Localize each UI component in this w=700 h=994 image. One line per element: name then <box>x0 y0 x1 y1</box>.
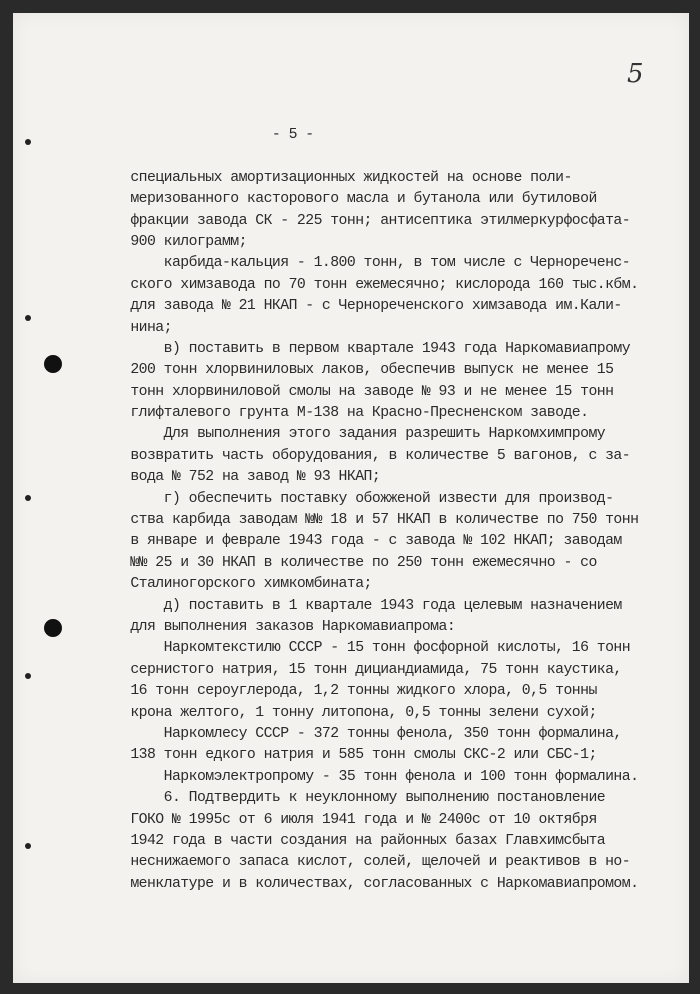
punch-hole-top <box>44 355 62 373</box>
text-line: менклатуре и в количествах, согласованных с Наркомавиапромом. <box>97 875 639 892</box>
margin-mark <box>25 495 31 501</box>
text-line: для завода № 21 НКАП - с Чернореченского химзавода им.Кали- <box>97 298 622 315</box>
text-line: специальных амортизационных жидкостей на основе поли- <box>97 169 572 186</box>
typed-text <box>97 125 682 895</box>
text-line: фракции завода СК - 225 тонн; антисептика этилмеркурфосфата- <box>97 212 631 229</box>
text-line: 1942 года в части создания на районных базах Главхимсбыта <box>97 832 606 849</box>
text-line: меризованного касторового масла и бутанола или бутиловой <box>97 191 597 208</box>
margin-mark <box>25 843 31 849</box>
margin-mark <box>25 673 31 679</box>
text-line: Наркомлесу СССР - 372 тонны фенола, 350 тонн формалина, <box>97 725 622 742</box>
folio-number: 5 <box>627 59 644 89</box>
punch-hole-bottom <box>44 619 62 637</box>
text-line: 200 тонн хлорвиниловых лаков, обеспечив выпуск не менее 15 <box>97 362 614 379</box>
text-line: карбида-кальция - 1.800 тонн, в том числе с Чернореченс- <box>97 255 631 272</box>
text-line: №№ 25 и 30 НКАП в количестве по 250 тонн ежемесячно - со <box>97 554 597 571</box>
text-line: ского химзавода по 70 тонн ежемесячно; кислорода 160 тыс.кбм. <box>97 276 639 293</box>
margin-mark <box>25 139 31 145</box>
text-line: Сталиногорского химкомбината; <box>97 576 372 593</box>
text-line: глифталевого грунта М-138 на Красно-Пресненском заводе. <box>97 405 589 422</box>
text-line: вода № 752 на завод № 93 НКАП; <box>97 469 381 486</box>
text-line: ГОКО № 1995с от 6 июля 1941 года и № 2400с от 10 октября <box>97 811 597 828</box>
text-line: крона желтого, 1 тонну литопона, 0,5 тонны зелени сухой; <box>97 704 597 721</box>
text-line: г) обеспечить поставку обожженой извести для производ- <box>97 490 614 507</box>
text-line: Для выполнения этого задания разрешить Наркомхимпрому <box>97 426 606 443</box>
text-line: для выполнения заказов Наркомавиапрома: <box>97 618 456 635</box>
text-line: возвратить часть оборудования, в количестве 5 вагонов, с за- <box>97 447 631 464</box>
text-line: сернистого натрия, 15 тонн дициандиамида, 75 тонн каустика, <box>97 661 622 678</box>
text-line: 6. Подтвердить к неуклонному выполнению постановление <box>97 790 606 807</box>
margin-mark <box>25 315 31 321</box>
text-line: Наркомтекстилю СССР - 15 тонн фосфорной кислоты, 16 тонн <box>97 640 631 657</box>
text-line: 16 тонн сероуглерода, 1,2 тонны жидкого хлора, 0,5 тонны <box>97 683 597 700</box>
text-line: в) поставить в первом квартале 1943 года Наркомавиапрому <box>97 340 631 357</box>
text-line <box>97 146 682 167</box>
text-line: - 5 - <box>97 127 314 143</box>
text-line: 138 тонн едкого натрия и 585 тонн смолы СКС-2 или СБС-1; <box>97 747 597 764</box>
text-line: нина; <box>97 319 172 336</box>
text-line: в январе и феврале 1943 года - с завода № 102 НКАП; заводам <box>97 533 622 550</box>
text-line: неснижаемого запаса кислот, солей, щелочей и реактивов в но- <box>97 854 631 871</box>
text-line: д) поставить в 1 квартале 1943 года целевым назначением <box>97 597 622 614</box>
document-page <box>13 13 689 983</box>
text-line: Наркомэлектропрому - 35 тонн фенола и 100 тонн формалина. <box>97 768 639 785</box>
text-line: тонн хлорвиниловой смолы на заводе № 93 и не менее 15 тонн <box>97 383 614 400</box>
text-line: ства карбида заводам №№ 18 и 57 НКАП в количестве по 750 тонн <box>97 512 639 529</box>
text-line: 900 килограмм; <box>97 233 247 250</box>
